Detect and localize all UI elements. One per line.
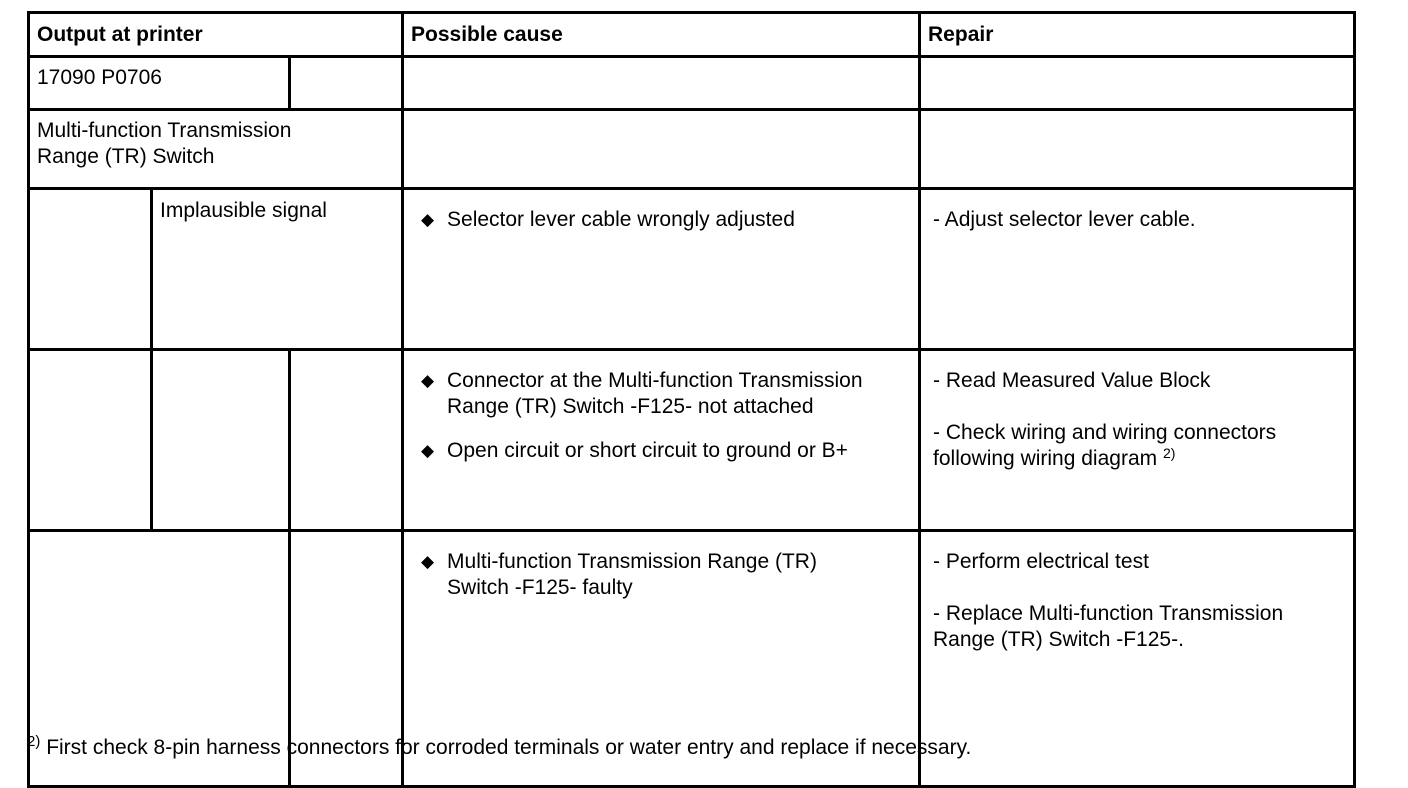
empty-cell [152,350,290,531]
repair-step: - Replace Multi-function Transmission Range (TR) Switch -F125-. [933,602,1284,651]
repair-step: - Check wiring and wiring connectors following wiring diagram $^{2)}$ [933,421,1277,470]
empty-cell [403,110,920,189]
footnote-ref: 2) [1162,445,1176,461]
header-repair: Repair [920,13,1355,57]
empty-cell [290,350,403,531]
cause-item: ◆ Connector at the Multi-function Transmission Range (TR) Switch -F125- not attached [421,369,863,418]
diamond-bullet-icon: ◆ [421,552,435,571]
table-row [29,350,1355,531]
empty-cell [920,57,1355,110]
component-name: Multi-function Transmission Range (TR) Switch [29,110,403,189]
empty-cell [29,350,152,531]
empty-cell [920,110,1355,189]
cause-item: ◆ Selector lever cable wrongly adjusted [421,208,795,231]
empty-cell [290,57,403,110]
repair-cell [920,350,1355,531]
footnote-text: First check 8-pin harness connectors for corroded terminals or water entry and replace if necessary. [46,736,972,759]
repair-cell [920,189,1355,350]
component-row [29,110,1355,189]
header-output: Output at printer [29,13,403,57]
cause-item: ◆ Multi-function Transmission Range (TR) Switch -F125- faulty [421,550,817,599]
diamond-bullet-icon: ◆ [421,371,435,390]
header-possible-cause: Possible cause [403,13,920,57]
empty-cell [29,189,152,350]
repair-step: - Adjust selector lever cable. [933,208,1196,231]
footnote-marker: 2) [27,733,41,750]
diamond-bullet-icon: ◆ [421,210,435,229]
repair-cell [920,531,1355,787]
repair-step: - Perform electrical test [933,550,1149,573]
cause-cell [403,350,920,531]
cause-cell [403,189,920,350]
code-row [29,57,1355,110]
diagnostic-table [27,11,1356,788]
empty-cell [403,57,920,110]
fault-code: 17090 P0706 [29,57,290,110]
header-row [29,13,1355,57]
footnote [27,734,971,762]
table-row [29,189,1355,350]
cause-item: ◆ Open circuit or short circuit to ground or B+ [421,439,848,462]
fault-type: Implausible signal [152,189,403,350]
repair-step: - Read Measured Value Block [933,369,1211,392]
diamond-bullet-icon: ◆ [421,441,435,460]
